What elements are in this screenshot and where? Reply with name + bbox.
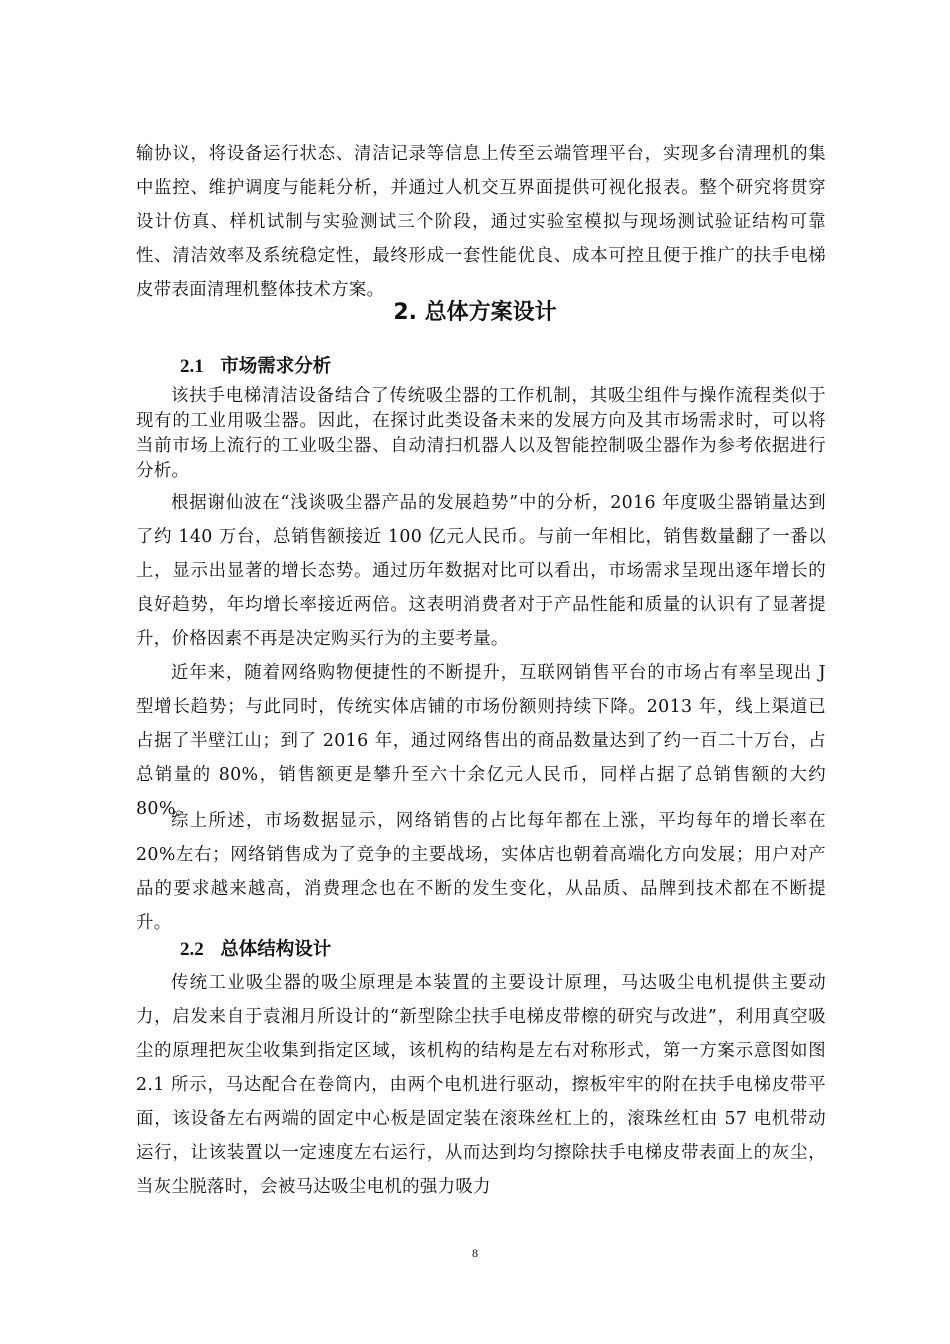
intro-paragraph: 输协议，将设备运行状态、清洁记录等信息上传至云端管理平台，实现多台清理机的集中监控、维护调度与能耗分析，并通过人机交互界面提供可视化报表。整个研究将贯穿设计仿真、样机试制与实验测试三个阶段，通过实验室模拟与现场测试验证结构可靠性、清洁效率及系统稳定性，最终形成一套性能优良、成本可控且便于推广的扶手电梯皮带表面清理机整体技术方案。: [136, 144, 826, 300]
section-number: 2.2: [180, 939, 204, 960]
section-title: 总体结构设计: [220, 939, 332, 960]
section-heading-2-2: [180, 935, 331, 965]
paragraph-market-sales: 根据谢仙波在“浅谈吸尘器产品的发展趋势”中的分析，2016 年度吸尘器销量达到了约 140 万台，总销售额接近 100 亿元人民币。与前一年相比，销售数量翻了一番以上，显示出显著的增长态势。通过历年数据对比可以看出，市场需求呈现出逐年增长的良好趋势，年均增长率接近两倍。这表明消费者对于产品性能和质量的认识有了显著提升，价格因素不再是决定购买行为的主要考量。: [136, 493, 826, 649]
section-number: 2.1: [180, 356, 204, 377]
chapter-title: 2. 总体方案设计: [393, 300, 557, 325]
paragraph-market-online: 近年来，随着网络购物便捷性的不断提升，互联网销售平台的市场占有率呈现出 J 型增长趋势；与此同时，传统实体店铺的市场份额则持续下降。2013 年，线上渠道已占据了半壁江山；到了 2016 年，通过网络售出的商品数量达到了约一百二十万台，占总销量的 80%，销售额更是攀升至六十余亿元人民币，同样占据了总销售额的大约 80%。: [136, 663, 826, 819]
paragraph-structure-design: 传统工业吸尘器的吸尘原理是本装置的主要设计原理，马达吸尘电机提供主要动力，启发来自于袁湘月所设计的“新型除尘扶手电梯皮带檫的研究与改进”，利用真空吸尘的原理把灰尘收集到指定区域，该机构的结构是左右对称形式，第一方案示意图如图 2.1 所示，马达配合在卷筒内，由两个电机进行驱动，擦板牢牢的附在扶手电梯皮带平面，该设备左右两端的固定中心板是固定装在滚珠丝杠上的，滚珠丝杠由 57 电机带动运行，让该装置以一定速度左右运行，从而达到均匀擦除扶手电梯皮带表面上的灰尘，当灰尘脱落时，会被马达吸尘电机的强力吸力: [136, 973, 826, 1197]
paragraph-market-summary: 综上所述，市场数据显示，网络销售的占比每年都在上涨，平均每年的增长率在 20%左右；网络销售成为了竞争的主要战场，实体店也朝着高端化方向发展；用户对产品的要求越来越高，消费理念也在不断的发生变化，从品质、品牌到技术都在不断提升。: [136, 811, 826, 933]
paragraph-market-intro: 该扶手电梯清洁设备结合了传统吸尘器的工作机制，其吸尘组件与操作流程类似于现有的工业用吸尘器。因此，在探讨此类设备未来的发展方向及其市场需求时，可以将当前市场上流行的工业吸尘器、自动清扫机器人以及智能控制吸尘器作为参考依据进行分析。: [136, 386, 826, 481]
section-heading-2-1: [180, 352, 331, 382]
page-number: 8: [472, 1246, 478, 1260]
section-title: 市场需求分析: [220, 356, 332, 377]
